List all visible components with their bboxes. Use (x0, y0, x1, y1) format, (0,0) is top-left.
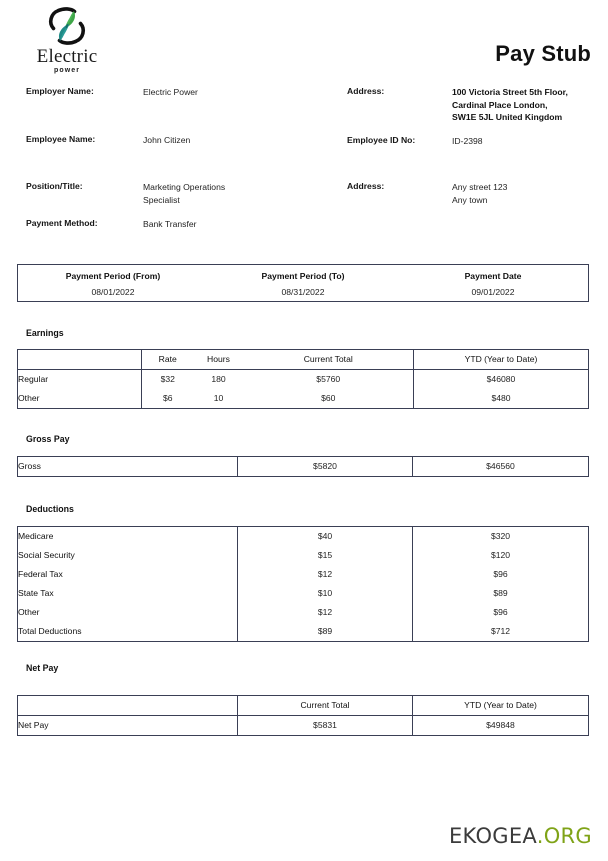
table-row (18, 603, 589, 622)
gross-pay-table (17, 456, 589, 477)
deductions-row-5-ytd: $712 (413, 622, 589, 642)
earnings-row-1-hours: 10 (213, 393, 224, 403)
net-pay-section-label: Net Pay (26, 663, 59, 673)
employee-address-line-1: Any street 123 (452, 182, 508, 192)
deductions-row-5-name: Total Deductions (18, 626, 82, 636)
employee-info-block (17, 78, 591, 238)
gross-row-name: Gross (18, 461, 41, 471)
table-row (18, 527, 589, 547)
company-logo (17, 4, 117, 74)
employer-address-line-3: SW1E 5JL United Kingdom (452, 112, 563, 122)
employer-name-value: Electric Power (143, 87, 198, 97)
earnings-row-0-rate: $32 (142, 370, 194, 390)
payment-period-to-cell (208, 265, 398, 301)
payment-date-label: Payment Date (464, 271, 522, 281)
document-header (0, 0, 608, 78)
net-pay-row-ytd: $49848 (413, 716, 589, 736)
watermark-name: EKOGEA (448, 824, 537, 848)
table-row (18, 546, 589, 565)
earnings-row-1-current: $60 (321, 393, 336, 403)
employer-address-line-2: Cardinal Place London, (452, 99, 548, 110)
brand-name: Electric (36, 46, 98, 67)
deductions-row-4-name: Other (18, 607, 40, 617)
deductions-row-3-name: State Tax (18, 588, 54, 598)
earnings-row-0-ytd: $46080 (414, 370, 589, 390)
table-row (18, 457, 589, 477)
payment-period-box (17, 264, 589, 302)
payment-period-from-cell (18, 265, 208, 301)
brand-tagline: power (53, 67, 81, 75)
employer-address-line-1: 100 Victoria Street 5th Floor, (452, 87, 568, 97)
payment-method-label: Payment Method: (26, 218, 98, 228)
gross-row-current: $5820 (238, 457, 413, 477)
watermark-tld: .ORG (536, 824, 592, 848)
position-title-line-2: Specialist (143, 194, 180, 205)
earnings-header-current: Current Total (244, 350, 414, 370)
deductions-table (17, 526, 589, 642)
net-pay-header-row (18, 696, 589, 716)
deductions-row-4-current: $12 (238, 603, 413, 622)
footer-watermark (449, 824, 592, 848)
employer-address-value (452, 86, 568, 124)
earnings-row-1-ytd: $480 (414, 389, 589, 409)
earnings-row-1-rate: $6 (142, 389, 194, 409)
earnings-section-label: Earnings (26, 328, 64, 338)
deductions-row-5-current: $89 (238, 622, 413, 642)
earnings-header-rate: Rate (142, 350, 194, 370)
net-pay-header-current: Current Total (238, 696, 413, 716)
table-row (18, 389, 589, 409)
leaf-swirl-logo-icon (43, 4, 91, 48)
deductions-row-1-name: Social Security (18, 550, 75, 560)
earnings-row-0-name: Regular (18, 374, 49, 384)
gross-row-ytd: $46560 (413, 457, 589, 477)
deductions-row-2-ytd: $96 (413, 565, 589, 584)
gross-pay-section-label: Gross Pay (26, 434, 70, 444)
earnings-row-1-name: Other (18, 393, 40, 403)
payment-period-from-label: Payment Period (From) (65, 271, 161, 281)
employee-id-value: ID-2398 (452, 136, 483, 146)
position-title-value (143, 181, 225, 206)
net-pay-table (17, 695, 589, 736)
employer-name-label: Employer Name: (26, 86, 94, 96)
employee-name-value: John Citizen (143, 135, 191, 145)
deductions-row-0-name: Medicare (18, 531, 54, 541)
payment-date-cell (398, 265, 588, 301)
employee-address-line-2: Any town (452, 194, 488, 205)
deductions-row-2-current: $12 (238, 565, 413, 584)
employee-id-label: Employee ID No: (347, 135, 416, 145)
payment-method-value: Bank Transfer (143, 219, 197, 229)
net-pay-row-current: $5831 (238, 716, 413, 736)
deductions-row-1-ytd: $120 (413, 546, 589, 565)
employer-address-label: Address: (347, 86, 385, 96)
employee-address-value (452, 181, 507, 206)
position-title-label: Position/Title: (26, 181, 83, 191)
payment-date-value: 09/01/2022 (471, 287, 515, 297)
earnings-header-row (18, 350, 589, 370)
deductions-row-3-ytd: $89 (413, 584, 589, 603)
table-row (18, 370, 589, 390)
earnings-header-blank (18, 350, 142, 370)
deductions-row-0-ytd: $320 (413, 527, 589, 547)
net-pay-header-blank (18, 696, 238, 716)
table-row (18, 584, 589, 603)
deductions-row-1-current: $15 (238, 546, 413, 565)
payment-period-to-value: 08/31/2022 (281, 287, 325, 297)
earnings-header-ytd: YTD (Year to Date) (414, 350, 589, 370)
earnings-table (17, 349, 589, 409)
deductions-row-0-current: $40 (238, 527, 413, 547)
table-row (18, 622, 589, 642)
table-row (18, 565, 589, 584)
deductions-row-2-name: Federal Tax (18, 569, 63, 579)
payment-period-from-value: 08/01/2022 (91, 287, 135, 297)
position-title-line-1: Marketing Operations (143, 182, 226, 192)
net-pay-row-name: Net Pay (18, 720, 49, 730)
payment-period-to-label: Payment Period (To) (261, 271, 345, 281)
page-title: Pay Stub (495, 41, 591, 66)
earnings-header-hours: Hours (194, 350, 244, 370)
earnings-row-0-hours: 180 (211, 374, 226, 384)
deductions-row-3-current: $10 (238, 584, 413, 603)
employee-address-label: Address: (347, 181, 385, 191)
earnings-row-0-current: $5760 (316, 374, 341, 384)
employee-name-label: Employee Name: (26, 134, 96, 144)
deductions-row-4-ytd: $96 (413, 603, 589, 622)
net-pay-header-ytd: YTD (Year to Date) (413, 696, 589, 716)
deductions-section-label: Deductions (26, 504, 74, 514)
table-row (18, 716, 589, 736)
